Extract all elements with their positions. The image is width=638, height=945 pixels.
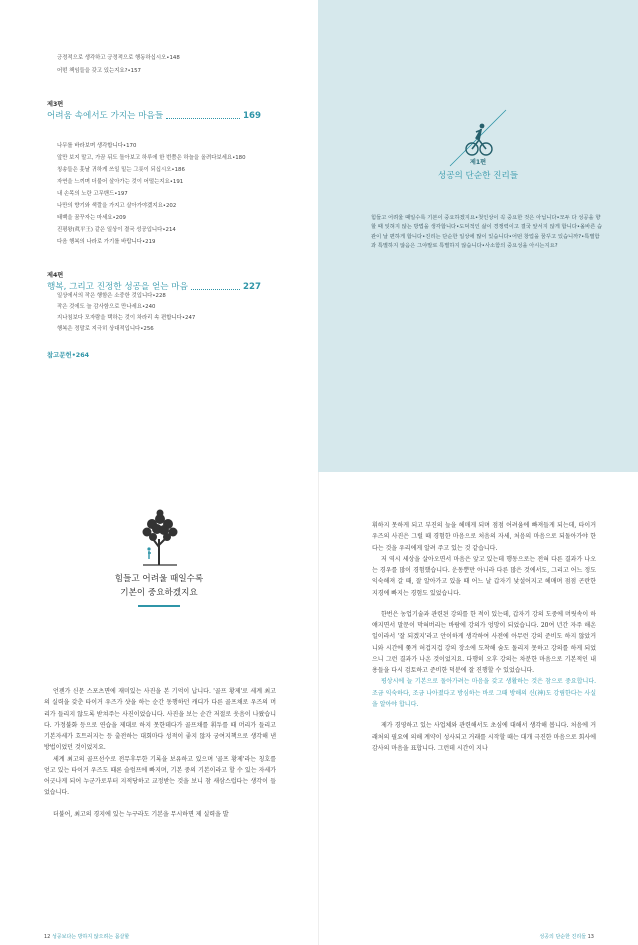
reference-entry: 참고문헌•264 <box>47 351 90 359</box>
page-number: 12 <box>44 934 51 940</box>
toc-item: 내 손목의 노란 고무밴드•197 <box>57 191 128 197</box>
paragraph: 더불어, 최고의 경지에 있는 누구라도 기본을 무시하면 제 실력을 발 <box>53 810 229 818</box>
running-title: 성공보다는 방하지 않으려는 몸살할 <box>51 934 130 940</box>
left-folio <box>44 933 129 940</box>
gutter-divider <box>318 472 319 945</box>
section-heading <box>47 109 261 121</box>
quote-line: 기본이 중요하겠지요 <box>120 587 198 598</box>
paragraph: 제가 경영하고 있는 사업체와 관련해서도 초심에 대해서 생각해 봅니다. 처음에 거래처의 필요에 의해 계약이 성사되고 거래를 시작할 때는 대개 극진한 마음으로 회사에 감사의 마음을 표합니다. 그런데 시간이 지나 <box>372 722 596 752</box>
toc-item: 나만의 향기와 색깔을 가지고 살아가야겠지요•202 <box>57 203 177 209</box>
leader-dots <box>191 289 240 290</box>
quote-heading <box>0 573 318 601</box>
chapter-opener-page <box>318 0 638 472</box>
toc-item: 일상에서의 작은 행함은 소중한 것입니다•228 <box>57 293 166 299</box>
paragraph: 휘하지 못하게 되고 부진의 늪을 헤매게 되며 점점 어려움에 빠져들게 되는데, 타이거 우즈의 사진은 그럴 때 경험한 마음으로 처음의 자세, 처음의 마음으로 되돌아가야 한다는 것을 우리에게 알려 주고 있는 것 같습니다. <box>372 522 596 552</box>
paragraph: 세계 최고의 골프선수로 전무후무한 기록을 보유하고 있으며 '골프 황제'라는 칭호를 얻고 있는 타이거 우즈도 때론 슬럼프에 빠지며, 기본 중의 기본이라고 할 수 있는 자세가 어긋나게 되어 누군가로부터 지적당하고 교정받는 것을 보니 참 새삼스럽다는 생각이 들었습니다. <box>44 755 276 797</box>
toc-item: 작은 것에도 늘 감사함으로 만나세요•240 <box>57 304 156 310</box>
toc-item: 나무를 바라보며 생각합니다•170 <box>57 143 137 149</box>
section-tag: 제3편 <box>47 101 64 108</box>
right-folio <box>539 933 594 940</box>
quote-line: 힘들고 어려울 때일수록 <box>114 574 204 584</box>
paragraph: 저 역시 세상을 살아오면서 마음은 앞고 있는데 행동으로는 전혀 다른 결과가 나오는 경우를 많이 경험했습니다. 운동뿐만 아니라 다른 많은 것에서도, 그리고 어느 정도 익숙해져 갈 때, 잘 알아가고 있을 때 어느 날 갑자기 낯설어지고 헤매며 점점 곤란한 지경에 빠지는 경험도 있었습니다. <box>372 555 596 597</box>
toc-item: 긍정적으로 생각하고 긍정적으로 행동하십시오•148 <box>57 55 180 61</box>
bottom-spread <box>0 472 638 945</box>
toc-item: 자연을 느끼며 더불어 살아가는 것이 어떨는지요•191 <box>57 179 184 185</box>
table-of-contents-page <box>0 0 318 472</box>
toc-item: 지나침보다 모자람을 택하는 것이 차라리 속 편합니다•247 <box>57 315 196 321</box>
toc-item: 칭송들은 훗날 귀하게 쓰일 밑는 그릇이 되십시오•186 <box>57 167 185 173</box>
section-page-number: 169 <box>243 111 261 121</box>
section-tag: 제4편 <box>47 272 64 279</box>
toc-item: 진평왕(眞平王) 같은 일상이 결국 성공입니다•214 <box>57 227 176 233</box>
chapter-title: 성공의 단순한 진리들 <box>437 171 519 181</box>
chapter-label: 제1편 <box>469 159 487 166</box>
right-body-text <box>372 520 596 754</box>
leader-dots <box>166 118 240 119</box>
paragraph: 한번은 농업기술과 관련된 강의를 한 적이 있는데, 갑자기 강의 도중에 머릿속이 하얘지면서 말문이 막혀버리는 바람에 강의가 엉망이 되었습니다. 20여 년간 자주 해온 일이라서 '잘 되겠지'라고 안이하게 생각하여 사전에 아무런 강의 준비도 하지 않았거니와 시간에 쫓겨 허겁지겁 강의 장소에 도착해 숨도 돌리지 못하고 강의를 하게 되었으니 그런 결과가 나온 것이었지요. 다행히 오후 강의는 차분한 마음으로 기본적인 내용들을 다시 검토하고 준비한 덕분에 잘 진행할 수 있었습니다. <box>372 610 596 675</box>
chapter-contents-summary: 힘들고 어려울 때일수록 기본이 중요하겠지요•첫인상이 꼭 중요한 것은 아닙니다•모두 다 성공을 향할 때 잊혀지 않는 방법을 생각합니다•도덕적인 삶이 경쟁력이고 결국 앞서지 않게 합니다•올바른 습관이 날 편하게 합니다•진리는 단순한 일상에 많이 있습니다•어떤 창업을 꿈꾸고 있습니까?•특별함과 특별하지 않음은 그야말로 특별하지 않습니다•사소함의 중요성을 아시는지요? <box>371 215 603 249</box>
quote-underline <box>138 605 180 607</box>
section-title: 어려움 속에서도 가지는 마음들 <box>47 111 164 121</box>
top-spread <box>0 0 638 472</box>
section-heading <box>47 280 261 292</box>
page-number: 13 <box>587 934 594 940</box>
toc-item: 어떤 책임들을 갖고 있는지요?•157 <box>57 68 141 74</box>
toc-item: 태백을 꿈꾸자는 마세요•209 <box>57 215 126 221</box>
toc-item: 다음 행복의 나라로 가기를 바랍니다•219 <box>57 239 156 245</box>
section-page-number: 227 <box>243 282 261 292</box>
tree-icon <box>135 507 185 569</box>
toc-item: 행복은 정말로 지극히 상대적입니다•256 <box>57 326 154 332</box>
highlighted-paragraph: 평상시에 늘 기본으로 돌아가려는 마음을 갖고 생활하는 것은 참으로 중요합니다. 조금 익숙하다, 조금 나아졌다고 방심하는 바로 그때 방해의 신(神)도 강림한다는 사실을 알아야 합니다. <box>372 678 596 708</box>
section-title: 행복, 그리고 진정한 성공을 얻는 마음 <box>47 282 188 292</box>
toc-item: 앞만 보지 말고, 가끔 뒤도 돌아보고 하루에 한 번쯤은 하늘을 올려다보세요•180 <box>57 155 246 161</box>
left-body-text <box>44 686 276 820</box>
paragraph: 언젠가 신문 스포츠면에 재미있는 사진을 본 기억이 납니다. '골프 황제'로 세계 최고의 실력을 갖춘 타이거 우즈가 샷을 하는 순간 동행하던 캐디가 다른 골프채로 우즈의 머리가 들리지 않도록 받쳐주는 사진이었습니다. 사진을 보는 순간 저절로 웃음이 나왔습니다. 가정불화 등으로 연습을 제대로 하지 못한데다가 골프채를 휘두를 때 머리가 들리고 기본자세가 흐트러지는 등 출전하는 대회마다 성적이 좋지 않자 궁여지책으로 생각해 낸 방법이었던 것이었지요. <box>44 688 276 752</box>
running-title: 성공의 단순한 진리들 <box>539 934 587 940</box>
